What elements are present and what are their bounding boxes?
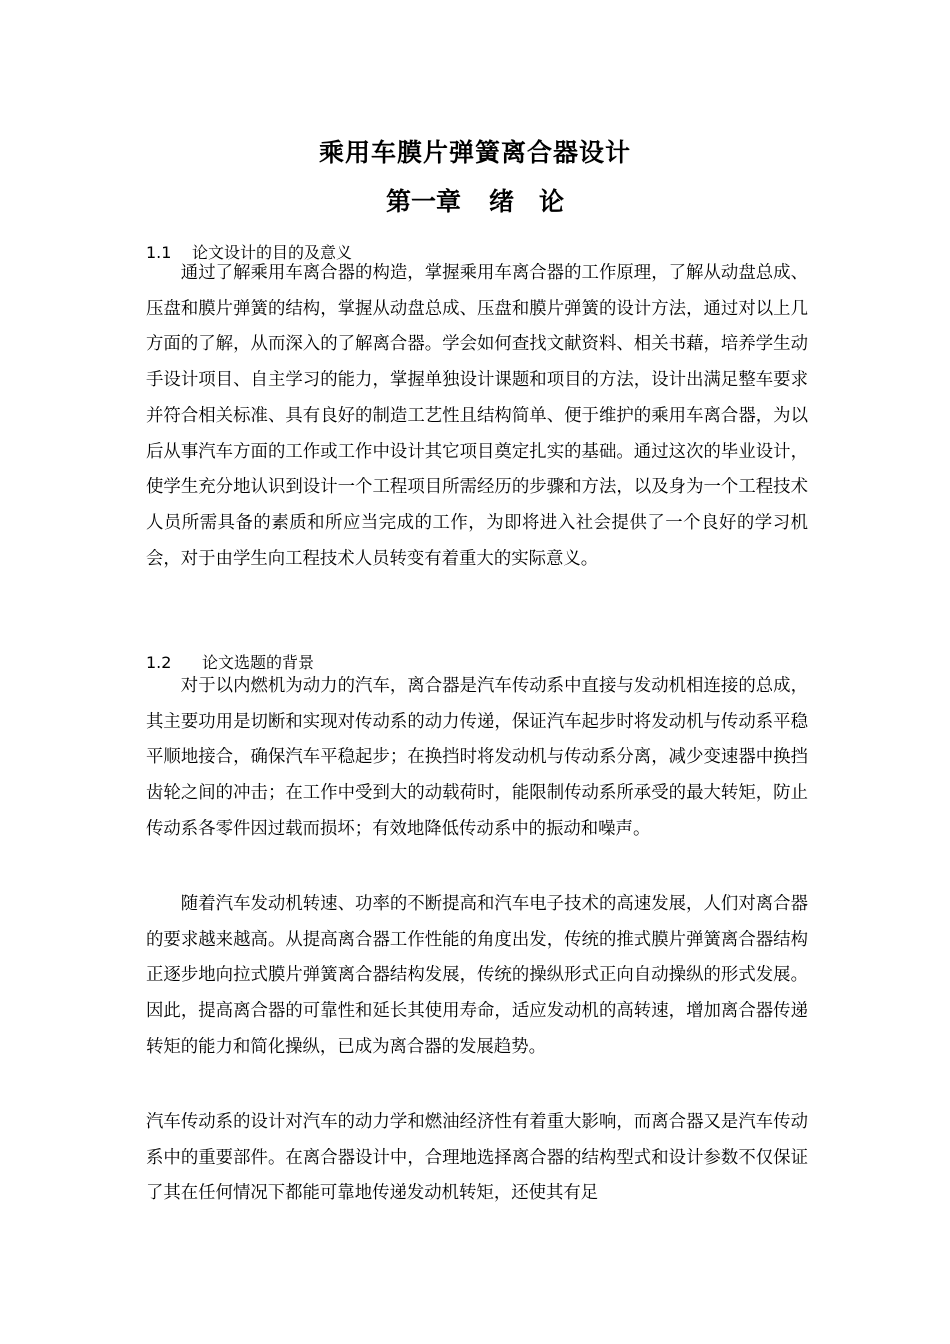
document-title: 乘用车膜片弹簧离合器设计 [318,138,631,167]
chapter-label: 第一章 [385,187,461,216]
section-title: 论文选题的背景 [202,653,315,672]
paragraph-background-text: 对于以内燃机为动力的汽车，离合器是汽车传动系中直接与发动机相连接的总成，其主要功用是切断和实现对传动系的动力传递，保证汽车起步时将发动机与传动系平稳平顺地接合，确保汽车平稳起步；在换挡时将发动机与传动系分离，减少变速器中换挡齿轮之间的冲击；在工作中受到大的动载荷时，能限制传动系所承受的最大转矩，防止传动系各零件因过载而损坏；有效地降低传动系中的振动和噪声。 [146,676,808,839]
section-title: 论文设计的目的及意义 [192,243,353,262]
paragraph-trend-text: 随着汽车发动机转速、功率的不断提高和汽车电子技术的高速发展，人们对离合器的要求越来越高。从提高离合器工作性能的角度出发，传统的推式膜片弹簧离合器结构正逐步地向拉式膜片弹簧离合器结构发展，传统的操纵形式正向自动操纵的形式发展。因此，提高离合器的可靠性和延长其使用寿命，适应发动机的高转速，增加离合器传递转矩的能力和简化操纵，已成为离合器的发展趋势。 [146,894,808,1057]
section-number: 1.1 [146,243,172,262]
paragraph-purpose-text: 通过了解乘用车离合器的构造，掌握乘用车离合器的工作原理，了解从动盘总成、压盘和膜片弹簧的结构，掌握从动盘总成、压盘和膜片弹簧的设计方法，通过对以上几方面的了解，从而深入的了解离合器。学会如何查找文献资料、相关书藉，培养学生动手设计项目、自主学习的能力，掌握单独设计课题和项目的方法，设计出满足整车要求并符合相关标准、具有良好的制造工艺性且结构简单、便于维护的乘用车离合器，为以后从事汽车方面的工作或工作中设计其它项目奠定扎实的基础。通过这次的毕业设计，使学生充分地认识到设计一个工程项目所需经历的步骤和方法，以及身为一个工程技术人员所需具备的素质和所应当完成的工作，为即将进入社会提供了一个良好的学习机会，对于由学生向工程技术人员转变有着重大的实际意义。 [146,263,808,569]
chapter-name: 绪 论 [489,187,565,216]
chapter-title [0,182,950,222]
section-number: 1.2 [146,653,172,672]
paragraph-design-text: 汽车传动系的设计对汽车的动力学和燃油经济性有着重大影响，而离合器又是汽车传动系中的重要部件。在离合器设计中，合理地选择离合器的结构型式和设计参数不仅保证了其在任何情况下都能可靠地传递发动机转矩，还使其有足 [146,1112,808,1204]
